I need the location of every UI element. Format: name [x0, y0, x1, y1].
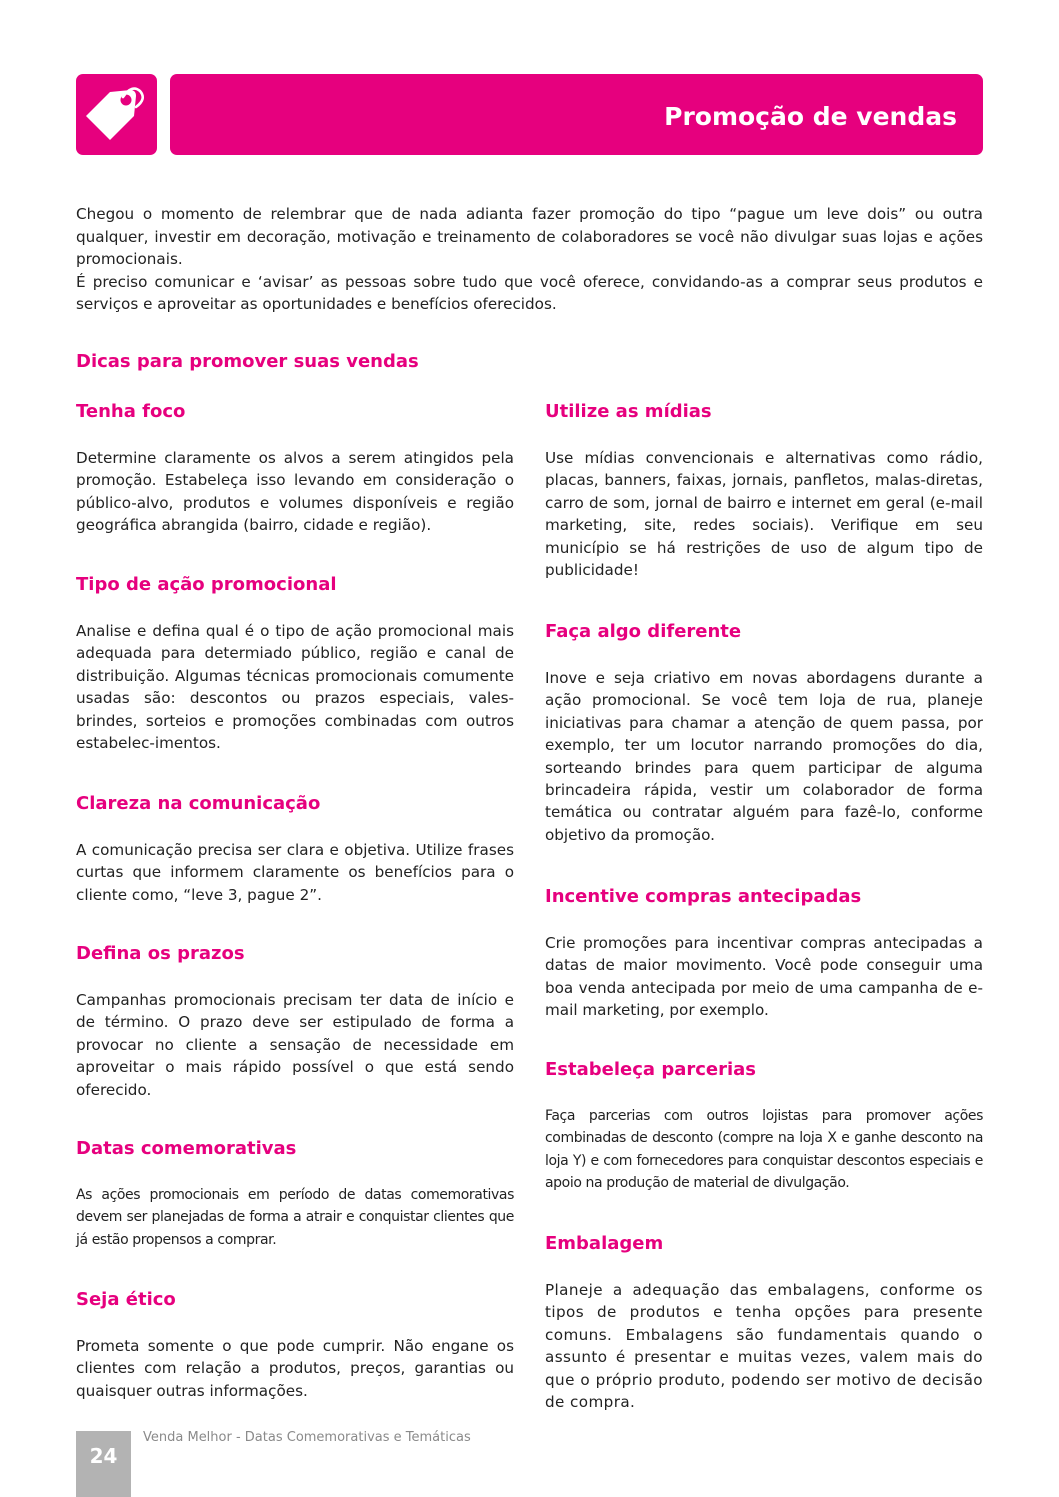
section-text: Inove e seja criativo em novas abordagens durante a ação promocional. Se você tem loja de rua, planeje iniciativas para chamar a atenção de quem passa, por exemplo, ter um locutor narrando promoções do dia, sorteando brindes para quem participar de alguma brincadeira rápida, vestir um colaborador de forma temática ou contratar alguém para fazê-lo, conforme objetivo da promoção.: [545, 669, 983, 844]
section-heading: Incentive compras antecipadas: [545, 886, 862, 907]
section-parcerias: [545, 1057, 983, 1195]
section-datas: [76, 1136, 514, 1251]
section-text: A comunicação precisa ser clara e objetiva. Utilize frases curtas que informem claramente os benefícios para o cliente como, “leve 3, pague 2”.: [76, 841, 514, 904]
footer-publication-title: Venda Melhor - Datas Comemorativas e Temáticas: [143, 1430, 471, 1445]
section-text: Campanhas promocionais precisam ter data de início e de término. O prazo deve ser estipulado de forma a provocar no cliente a sensação de necessidade em aproveitar o mais rápido possível o que está sendo oferecido.: [76, 991, 514, 1099]
section-heading: Estabeleça parcerias: [545, 1059, 757, 1080]
price-tag-icon: [76, 74, 157, 155]
section-text: Faça parcerias com outros lojistas para promover ações combinadas de desconto (compre na loja X e ganhe desconto na loja Y) e com fornecedores para conquistar descontos especiais e apoio na produção de material de divulgação.: [545, 1108, 983, 1192]
section-heading: Tipo de ação promocional: [76, 574, 337, 595]
section-tipo-acao: [76, 572, 514, 754]
section-heading: Embalagem: [545, 1233, 664, 1254]
section-text: Analise e defina qual é o tipo de ação promocional mais adequada para determiado público, região e canal de distribuição. Algumas técnicas promocionais comumente usadas são: descontos ou prazos especiais, vales-brindes, sorteios e promoções combinadas com outros estabelec-imentos.: [76, 622, 514, 753]
section-embalagem: [545, 1231, 983, 1413]
section-text: Planeje a adequação das embalagens, conforme os tipos de produtos e tenha opções para presente comuns. Embalagens são fundamentais quando o assunto é presentar e muitas vezes, valem mais do que o próprio produto, podendo ser motivo de decisão de compra.: [545, 1281, 983, 1412]
section-diferente: [545, 619, 983, 846]
page-title: Promoção de vendas: [664, 102, 957, 131]
section-heading: Datas comemorativas: [76, 1138, 297, 1159]
intro-text: [76, 203, 983, 316]
section-text: Determine claramente os alvos a serem atingidos pela promoção. Estabeleça isso levando em consideração o público-alvo, produtos e volumes disponíveis e região geográfica abrangida (bairro, cidade e região).: [76, 449, 514, 535]
header-title-bar: [170, 74, 983, 155]
section-heading: Seja ético: [76, 1289, 176, 1310]
intro-paragraph-2: É preciso comunicar e ‘avisar’ as pessoas sobre tudo que você oferece, convidando-as a comprar seus produtos e serviços e aproveitar as oportunidades e benefícios oferecidos.: [76, 272, 983, 313]
section-heading: Utilize as mídias: [545, 401, 712, 422]
section-text: Use mídias convencionais e alternativas como rádio, placas, banners, faixas, jornais, panfletos, malas-diretas, carro de som, jornal de bairro e internet em geral (e-mail marketing, site, redes sociais). Verifique em seu município se há restrições de uso de algum tipo de publicidade!: [545, 449, 983, 580]
section-text: As ações promocionais em período de datas comemorativas devem ser planejadas de forma a atrair e conquistar clientes que já estão propensos a comprar.: [76, 1187, 514, 1248]
section-prazos: [76, 941, 514, 1101]
intro-paragraph-1: Chegou o momento de relembrar que de nada adianta fazer promoção do tipo “pague um leve dois” ou outra qualquer, investir em decoração, motivação e treinamento de colaboradores se você não divulgar suas lojas e ações promocionais.: [76, 205, 983, 268]
section-heading: Faça algo diferente: [545, 621, 742, 642]
section-heading: Clareza na comunicação: [76, 793, 321, 814]
section-text: Prometa somente o que pode cumprir. Não engane os clientes com relação a produtos, preços, garantias ou quaisquer outras informações.: [76, 1337, 514, 1400]
section-antecipadas: [545, 884, 983, 1022]
page-number: 24: [76, 1431, 131, 1497]
section-midias: [545, 399, 983, 581]
section-tenha-foco: [76, 399, 514, 537]
header-icon-box: [76, 74, 157, 155]
section-clareza: [76, 791, 514, 906]
section-etico: [76, 1287, 514, 1402]
main-heading: Dicas para promover suas vendas: [76, 351, 419, 372]
section-text: Crie promoções para incentivar compras antecipadas a datas de maior movimento. Você pode conseguir uma boa venda antecipada por meio de uma campanha de e-mail marketing, por exemplo.: [545, 934, 983, 1020]
section-heading: Defina os prazos: [76, 943, 245, 964]
section-heading: Tenha foco: [76, 401, 186, 422]
